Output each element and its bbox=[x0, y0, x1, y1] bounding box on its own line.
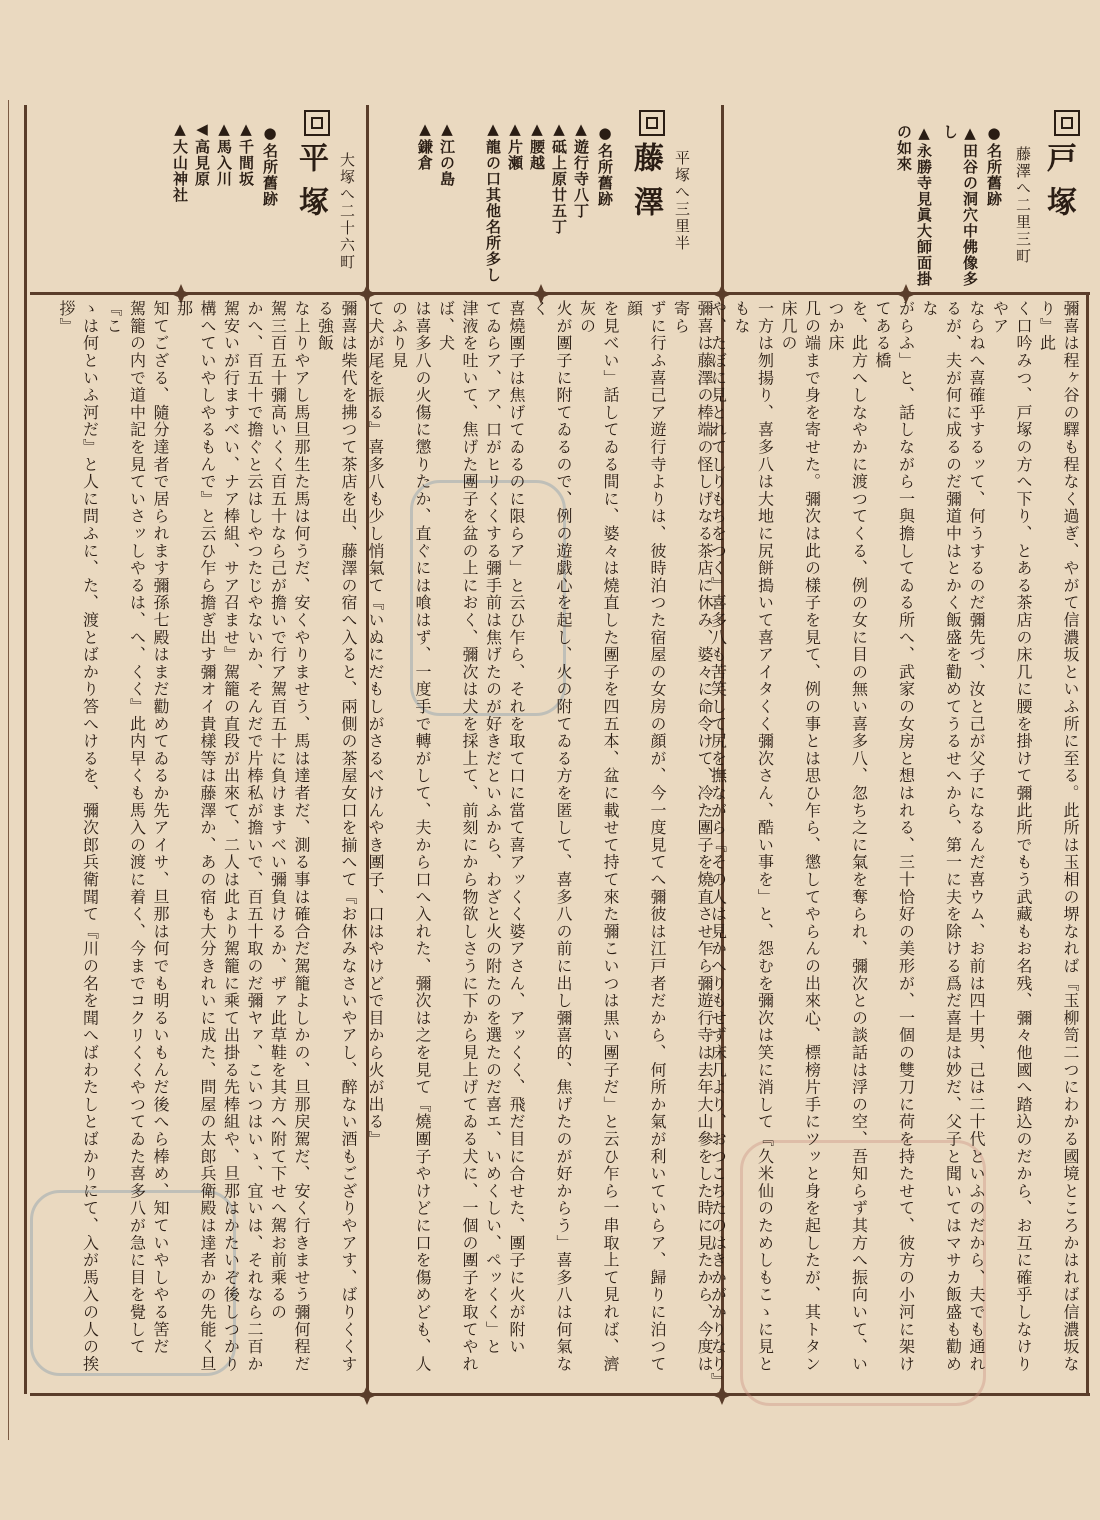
text-line: 几の端まで身を寄せた。彌次は此の樣子を見て、例の事とは思ひ乍ら、懲してやらんの出來心、標榜片手にツッと身を起したが、其トタン床几の bbox=[779, 300, 822, 1373]
station-name: 戸塚 bbox=[1041, 142, 1076, 230]
text-line: 構へていやしやるもんで』と云ひ乍ら擔ぎ出す彌オイ貴樣等は藤澤か、あの宿も大分きれいに成た、問屋の太郎兵衛殿は達者かの先能く旦那 bbox=[174, 300, 217, 1373]
text-line: ずに行ふ喜己ア遊行寺よりは、彼時泊つた宿屋の女房の顔が、今一度見てへ彌彼は江戸者だから、何所か氣が利いていらア、歸りに泊つて顔 bbox=[624, 300, 667, 1373]
text-line: てゐらア、ア、口がヒリくくする彌手前は焦げたのが好きだといふから、わざと火の附たのを選たのだ喜エ、いめくしい、ペッくく」と bbox=[483, 300, 503, 1356]
landmark-item: ▲砥上原廿五丁 bbox=[550, 120, 568, 235]
landmarks-heading: ●名所舊跡 bbox=[261, 124, 279, 207]
text-line: は喜多八の火傷に懲りたか、直ぐには喰はず、一度手で轉がして、夫から口へ入れた、彌次は之を見て『燒團子やけどに口を傷めども、人のふり見 bbox=[389, 300, 432, 1373]
text-line: て犬が尾を振る』喜多八も少し悄氣て『いぬにだもしがさるべけんやき團子、口はやけどで目から火が出る』 bbox=[366, 300, 385, 1148]
station-badge-icon bbox=[639, 110, 665, 136]
landmark-item: ▲遊行寺八丁 bbox=[572, 120, 590, 219]
station-name: 平塚 bbox=[293, 142, 328, 230]
landmark-item: ▲腰越 bbox=[528, 120, 546, 171]
text-line: を、此方へしなやかに渡つてくる、例の女に目の無い喜多八、忽ち之に氣を奪られ、彌次との談話は浮の空、吾知らず其方へ振向いて、いつか床 bbox=[826, 300, 869, 1373]
text-line: 喜燒團子は焦げてゐるのに限らア」と云ひ乍ら、それを取て口に當て喜アッくく婆アさん、アッくく、飛だ目に合せた、團子に火が附い bbox=[507, 300, 526, 1356]
text-line: 駕三百五十彌高いくく百五十なら己が擔いで行ア駕百五十に負けますべい彌負けるか、ザァ此草鞋を其方へ附て下せへ駕お前乘るの bbox=[268, 300, 288, 1321]
text-line: 彌喜は柴代を拂つて茶店を出、藤澤の宿へ入ると、兩側の茶屋女口を揃へて『お休みなさいやアし、醉ない酒もござりやアす、ばりくくする強飯 bbox=[315, 300, 358, 1373]
text-line: 津液を吐いて、焦げた團子を盆の上におく、彌次は犬を採上て、前刻にから物欲しさうに下から見上げてゐる犬に、一個の團子を取てやれば、犬 bbox=[436, 300, 479, 1373]
page-edge-border bbox=[0, 100, 9, 1440]
station-block-totsuka bbox=[730, 110, 1080, 290]
landmark-item: ▲龍の口其他名所多し bbox=[484, 120, 502, 283]
text-line: 彌喜は程ヶ谷の驛も程なく過ぎ、やがて信濃坂といふ所に至る。此所は玉相の堺なれば『玉柳笥二つにわかる國境ところかはれば信濃坂なり』此 bbox=[1037, 300, 1080, 1373]
text-line: 知てござる、隨分達者で居られます彌孫七殿はまだ勸めてゐるか先アイサ、旦那は何でも明るいもんだ後へら棒め、知ていやしやる筈だ bbox=[151, 300, 170, 1356]
text-line: を見べい」話してゐる間に、婆々は燒直した團子を四五本、盆に載せて持て來た彌こいつは黒い團子だ」と云ひ乍ら一串取上て見れば、濟灰の bbox=[577, 300, 620, 1373]
station-distance: 大塚へ二十六町 bbox=[338, 152, 356, 271]
text-line: な上りやアし馬旦那生た馬は何うだ、安くやりませう、馬は達者だ、測る事は確合だ駕籠よしかの、旦那戻駕だ、安く行きませう彌何程だ bbox=[292, 300, 311, 1373]
text-line: 火が團子に附てゐるので、例の遊戯心を起し、火の附てゐる方を匿して、喜多八の前に出し彌喜的、焦げたのが好からう」喜多八は何氣なく bbox=[530, 300, 573, 1373]
story-panel-middle bbox=[366, 300, 716, 1388]
story-panel-left bbox=[34, 300, 360, 1388]
text-line: く口吟みつ、戸塚の方へ下り、とある茶店の床几に腰を掛けて彌此所でもう武藏もお名残、彌々他國へ踏込のだから、お互に確乎しなけりやア bbox=[990, 300, 1033, 1373]
text-line: るが、夫が何に成るのだ彌道中はとかく飯盛を勸めてうるせへから、第一に夫を除ける爲だ喜是は妙だ、父子と聞いてはマサカ飯盛も勸めな bbox=[920, 300, 963, 1373]
panel-right-edge bbox=[1086, 292, 1089, 1394]
text-line: ならねへ喜確乎するッて、何うするのだ彌先づ、汝と己が父子になるんだ喜ウム、お前は四十男、己は二十代といふのだから、夫でも通れ bbox=[967, 300, 986, 1373]
station-block-hiratsuka bbox=[30, 110, 360, 290]
text-line: ゝは何といふ河だ』と人に問ふに、た、渡とばかり答へけるを、彌次郎兵衛聞て『川の名を聞へばわたしとばかりにて、入が馬入の人の挨拶』 bbox=[57, 300, 100, 1373]
header-left-edge bbox=[24, 105, 27, 295]
landmarks-heading: ●名所舊跡 bbox=[596, 124, 614, 207]
landmark-item: ◀高見原 bbox=[193, 120, 211, 187]
text-line: がらふ」と、話しながら一與擔してゐる所へ、武家の女房と想はれる、三十恰好の美形が、一個の雙刀に荷を持たせて、彼方の小河に架けてある橋 bbox=[873, 300, 916, 1373]
landmark-item: ▲大山神社 bbox=[171, 120, 189, 203]
station-badge-icon bbox=[304, 110, 330, 136]
text-line: や、たぼに見とれてしりもちをつく』喜多八も苦笑して尻を撫ながら『その人は見かへりもせず床几より、おつこちたのはきかがかりなり』 bbox=[708, 300, 728, 1390]
station-name: 藤澤 bbox=[628, 142, 663, 230]
header-divider-right bbox=[721, 105, 724, 295]
panel-left-edge bbox=[24, 292, 27, 1394]
text-line: かへ、百五十で擔ぐと云はしやつたじやないか、そんだで片棒私が擔いで、百五十取のだ彌ヤァ、こいつはいゝ、宜いは、それなら二百か bbox=[245, 300, 264, 1373]
text-line: 彌喜は藤澤の棒端の怪しげなる茶店に休み、婆々に命令けて、冷た團子を燒直させ乍ら彌遊行寺は去年大山參をした時に見たから、今度は寄ら bbox=[671, 300, 714, 1373]
landmark-item: ▲馬入川 bbox=[215, 120, 233, 187]
landmark-item: ▲田谷の洞穴中佛像多し bbox=[941, 124, 979, 287]
landmarks-heading: ●名所舊跡 bbox=[985, 124, 1003, 207]
text-line: 駕安いが行ますべい、ナア棒組、サア召ませ』駕籠の直段が出來て、二人は此より駕籠に乘て出掛る先棒組や、旦那はかたいぞ後しつかり bbox=[221, 300, 241, 1373]
landmark-item: ▲片瀬 bbox=[506, 120, 524, 171]
landmark-item: ▲江の島 bbox=[438, 120, 456, 187]
text-line: 一方は刎揚り、喜多八は大地に尻餅搗いて喜アイタくく彌次さん、酷い事を」と、怨むを彌次は笑に消して『久米仙のためしもこゝに見ともな bbox=[732, 300, 775, 1373]
station-badge-icon bbox=[1054, 110, 1080, 136]
station-block-fujisawa bbox=[375, 110, 715, 290]
story-panel-right bbox=[708, 300, 1082, 1390]
header-divider-left bbox=[366, 105, 369, 295]
landmark-item: ▲千間坂 bbox=[237, 120, 255, 187]
text-line: 駕籠の内で道中記を見ていさッしやるは、へ、くく』此内早くも馬入の渡に着く、今までコクリくくやつてゐた喜多八が急に目を覺して『こ bbox=[104, 300, 147, 1356]
station-distance: 藤澤へ二里三町 bbox=[1014, 146, 1032, 265]
landmark-item: ▲永勝寺見眞大師面掛の如來 bbox=[895, 124, 933, 287]
station-distance: 平塚へ三里半 bbox=[673, 150, 691, 252]
landmark-item: ▲鎌倉 bbox=[416, 120, 434, 171]
